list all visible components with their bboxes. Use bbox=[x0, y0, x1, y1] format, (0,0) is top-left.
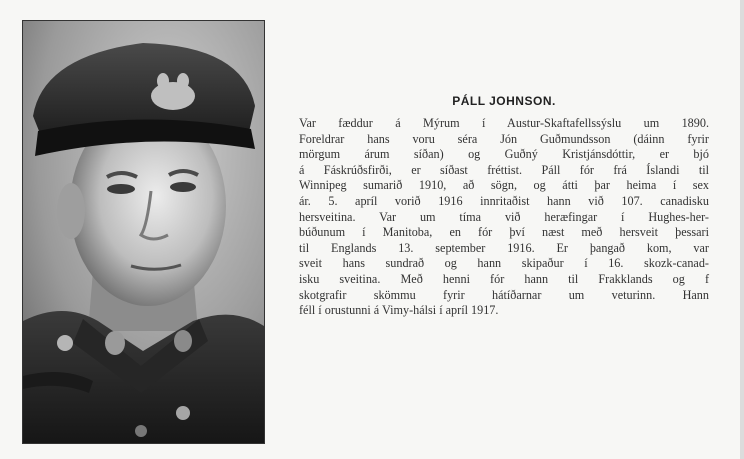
biography-line: Winnipeg sumarið 1910, að sögn, og átti þar heima í sex bbox=[299, 178, 709, 193]
biography-line: ár. 5. apríl vorið 1916 innritaðist hann við 107. canadisku bbox=[299, 193, 709, 208]
biography-line: Var fæddur á Mýrum í Austur-Skaftafellssýslu um 1890. bbox=[299, 116, 709, 130]
biography-line: isku sveitina. Með henni fór hann til Frakklands og f bbox=[299, 271, 709, 286]
soldier-portrait-photo bbox=[22, 20, 265, 444]
page-edge bbox=[740, 0, 744, 459]
biography-line: féll í orustunni á Vimy-hálsi í apríl 1917. bbox=[299, 303, 499, 318]
biography-line: til Englands 13. september 1916. Er þangað kom, var bbox=[299, 240, 709, 255]
biography-line: skotgrafir skömmu fyrir hátíðarnar um veturinn. Hann bbox=[299, 287, 709, 302]
biography-line: á Fáskrúðsfirði, er síðast fréttist. Páll fór frá Íslandi til bbox=[299, 162, 709, 177]
biography-text bbox=[299, 94, 709, 319]
biography-line: Foreldrar hans voru séra Jón Guðmundsson (dáinn fyrir bbox=[299, 131, 709, 146]
biography-line: mörgum árum síðan) og Guðný Kristjánsdóttir, er bjó bbox=[299, 147, 709, 162]
person-name-heading: PÁLL JOHNSON. bbox=[452, 94, 556, 108]
biography-line: búðunum í Manitoba, en fór því næst með hersveit þessari bbox=[299, 225, 709, 240]
portrait-illustration bbox=[23, 21, 264, 443]
biography-line: hersveitina. Var um tíma við heræfingar í Hughes-her- bbox=[299, 209, 709, 224]
biography-line: sveit hans sundrað og hann skipaður í 16. skozk-canad- bbox=[299, 256, 709, 271]
